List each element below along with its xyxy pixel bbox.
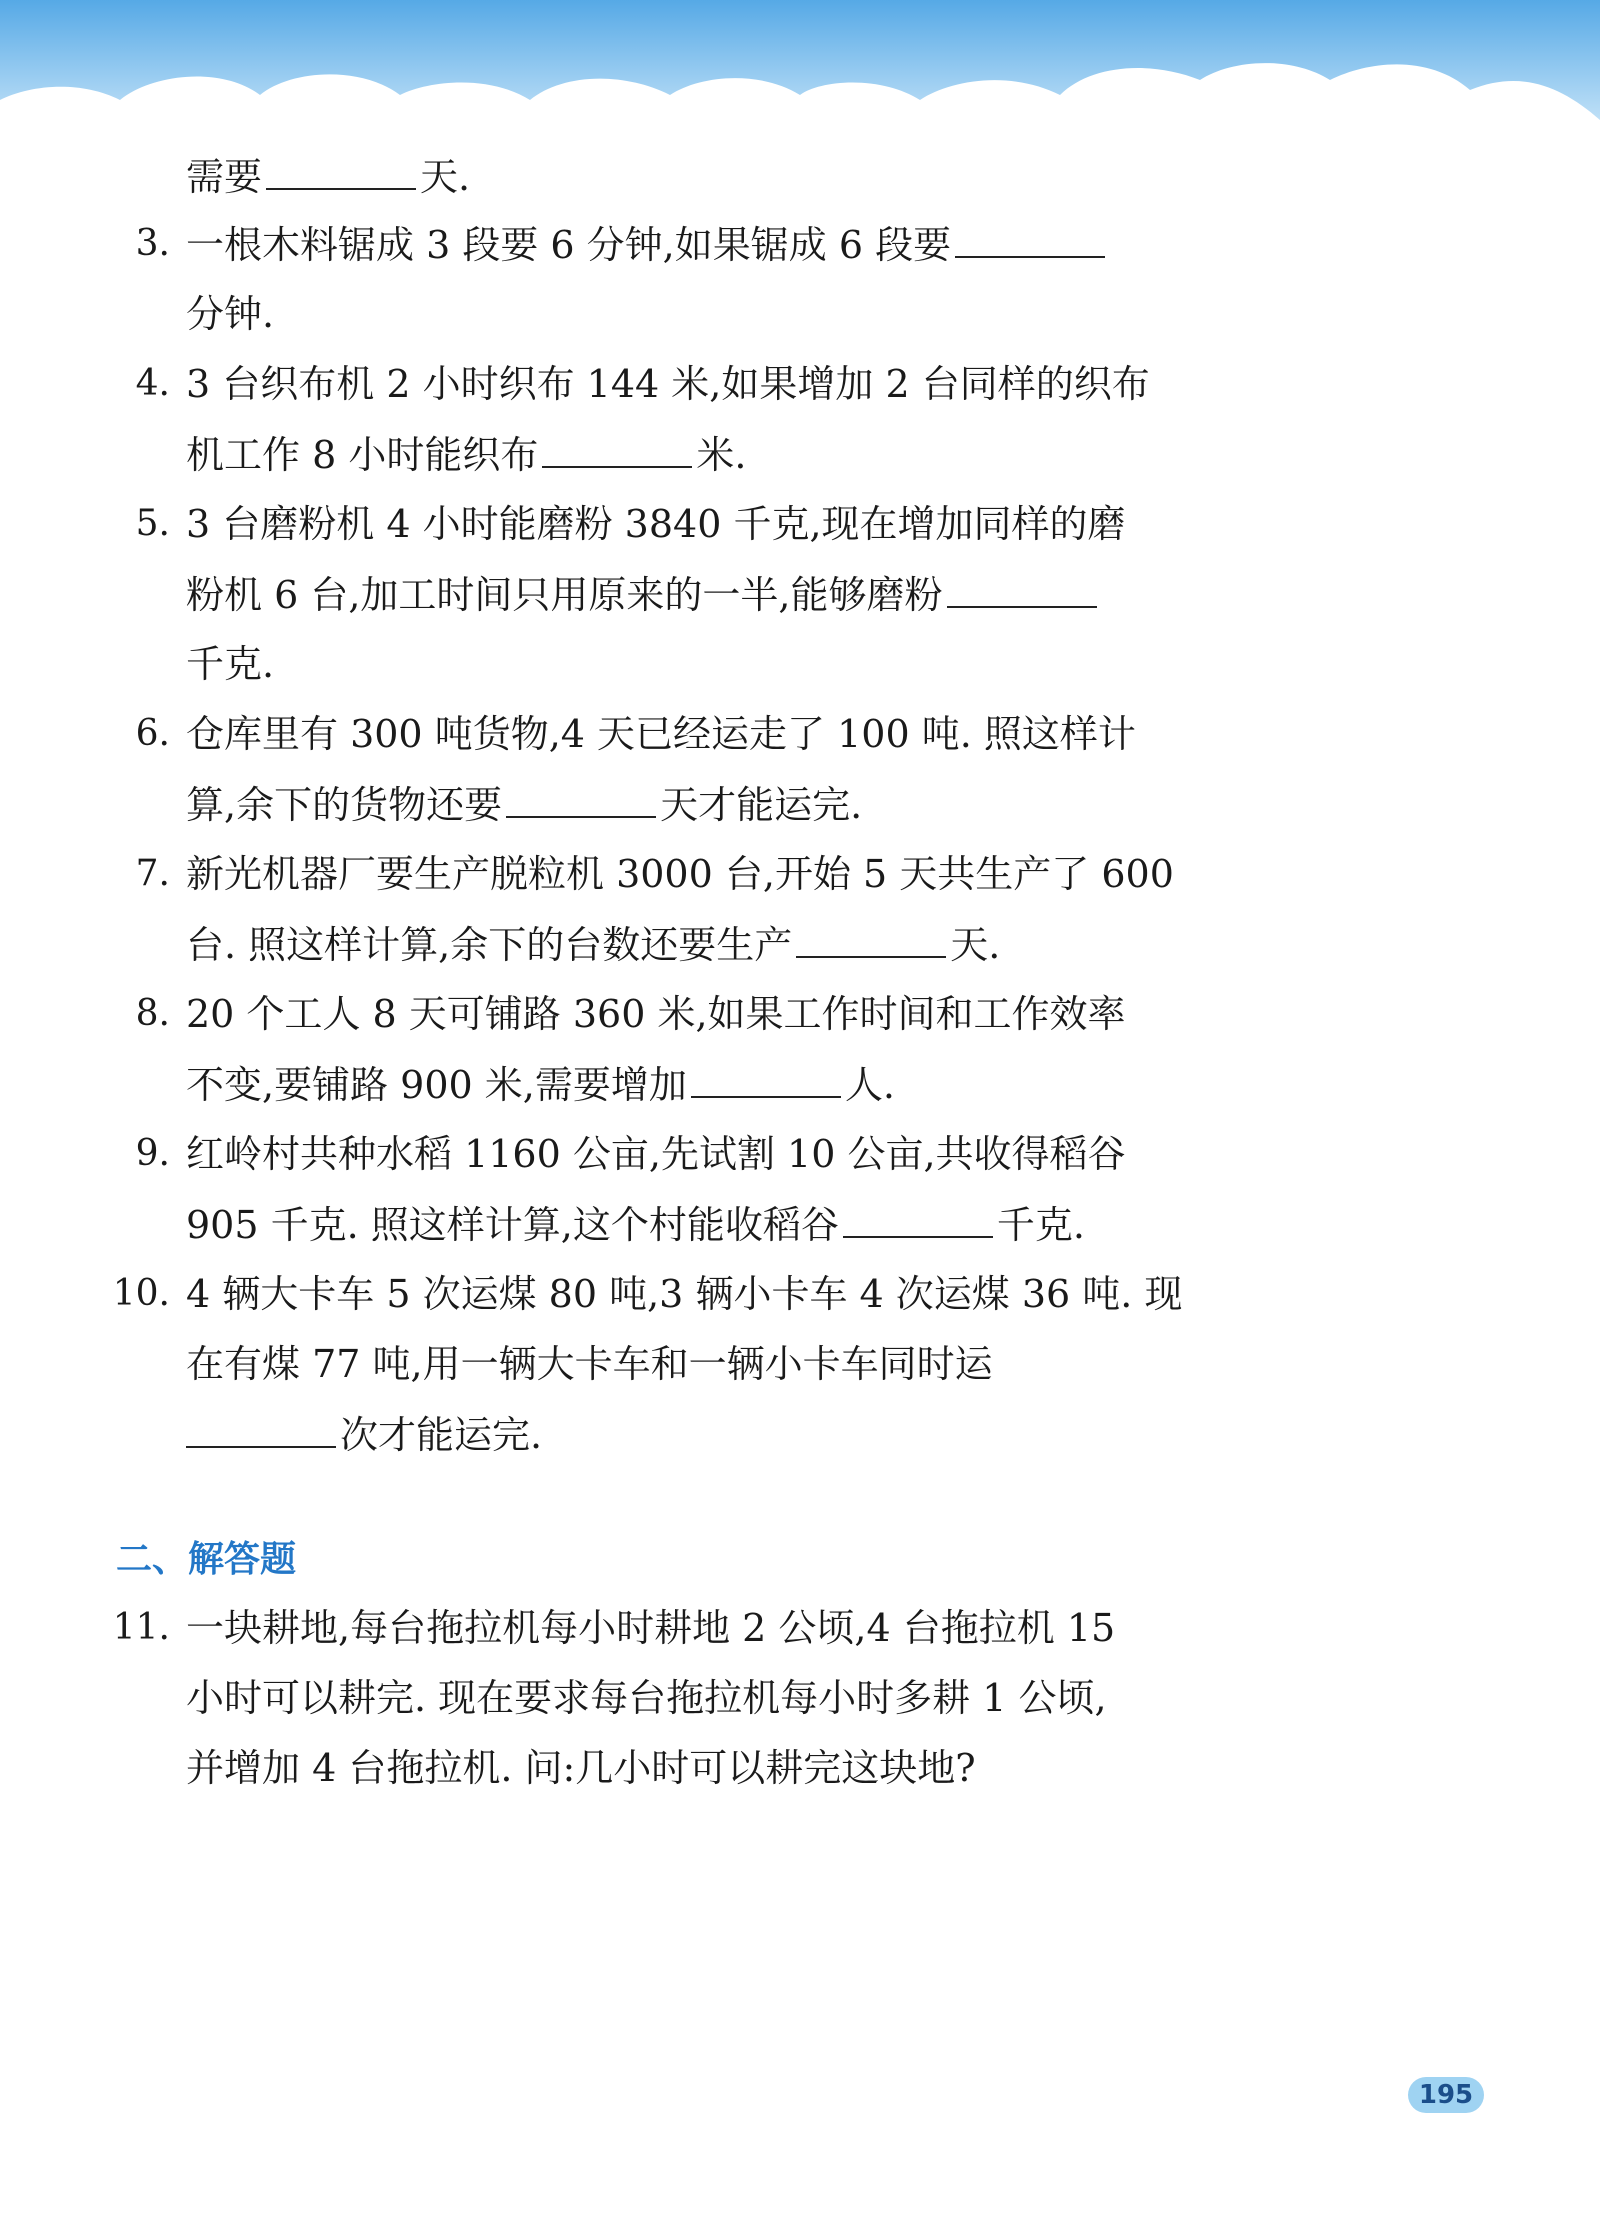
- text-segment: 4 辆大卡车 5 次运煤 80 吨,3 辆小卡车 4 次运煤 36 吨. 现: [186, 1272, 1183, 1316]
- text-segment: 分钟.: [186, 292, 275, 336]
- question-number: 6.: [135, 713, 170, 754]
- text-segment: 台. 照这样计算,余下的台数还要生产: [186, 923, 793, 967]
- text-segment: 千克.: [186, 642, 275, 686]
- question-11-line-1: 一块耕地,每台拖拉机每小时耕地 2 公顷,4 台拖拉机 15: [186, 1606, 1116, 1650]
- answer-blank[interactable]: [186, 1406, 336, 1448]
- question-number: 4.: [135, 363, 170, 404]
- answer-blank[interactable]: [266, 148, 416, 190]
- text-segment: 粉机 6 台,加工时间只用原来的一半,能够磨粉: [186, 573, 943, 617]
- question-3-line-1: [186, 216, 1109, 273]
- text-segment: 新光机器厂要生产脱粒机 3000 台,开始 5 天共生产了 600: [186, 852, 1174, 896]
- question-11-line-3: 并增加 4 台拖拉机. 问:几小时可以耕完这块地?: [186, 1746, 976, 1790]
- sky-cloud-banner: [0, 0, 1600, 140]
- question-number: 3.: [135, 223, 170, 264]
- text-segment: 人.: [844, 1063, 895, 1107]
- page-number-badge: 195: [1408, 2077, 1484, 2113]
- question-10-line-1: [186, 1266, 1182, 1322]
- question-10-line-3: [186, 1406, 542, 1463]
- question-4-line-2: [186, 426, 746, 483]
- question-number: 9.: [135, 1133, 170, 1174]
- question-6-line-1: [186, 706, 1136, 762]
- question-5-line-1: [186, 496, 1126, 552]
- answer-blank[interactable]: [506, 776, 656, 818]
- text-segment: 算,余下的货物还要: [186, 783, 503, 827]
- text-segment: 机工作 8 小时能织布: [186, 433, 539, 477]
- question-10-line-2: [186, 1336, 993, 1392]
- text-segment: 3 台织布机 2 小时织布 144 米,如果增加 2 台同样的织布: [186, 362, 1150, 406]
- text-segment: 905 千克. 照这样计算,这个村能收稻谷: [186, 1203, 839, 1247]
- text-segment: 次才能运完.: [340, 1413, 543, 1457]
- text-segment: 需要: [186, 155, 263, 199]
- question-number: 7.: [135, 853, 170, 894]
- question-11-line-2: 小时可以耕完. 现在要求每台拖拉机每小时多耕 1 公顷,: [186, 1676, 1107, 1720]
- text-segment: 仓库里有 300 吨货物,4 天已经运走了 100 吨. 照这样计: [186, 712, 1136, 756]
- text-segment: 红岭村共种水稻 1160 公亩,先试割 10 公亩,共收得稻谷: [186, 1132, 1126, 1176]
- text-segment: 天才能运完.: [660, 783, 863, 827]
- answer-blank[interactable]: [691, 1056, 841, 1098]
- text-segment: 米.: [696, 433, 747, 477]
- text-segment: 不变,要铺路 900 米,需要增加: [186, 1063, 687, 1107]
- text-segment: 天.: [950, 923, 1001, 967]
- text-segment: 3 台磨粉机 4 小时能磨粉 3840 千克,现在增加同样的磨: [186, 502, 1126, 546]
- text-segment: 千克.: [996, 1203, 1085, 1247]
- text-segment: 在有煤 77 吨,用一辆大卡车和一辆小卡车同时运: [186, 1342, 993, 1386]
- answer-blank[interactable]: [947, 566, 1097, 608]
- answer-blank[interactable]: [542, 426, 692, 468]
- question-8-line-1: [186, 986, 1126, 1042]
- question-number: 11.: [112, 1607, 170, 1648]
- question-9-line-2: [186, 1196, 1085, 1253]
- answer-blank[interactable]: [955, 216, 1105, 258]
- question-5-line-3: [186, 636, 274, 692]
- question-8-line-2: [186, 1056, 895, 1113]
- text-segment: 一根木料锯成 3 段要 6 分钟,如果锯成 6 段要: [186, 223, 952, 267]
- question-number: 8.: [135, 993, 170, 1034]
- text-segment: 天.: [420, 155, 471, 199]
- answer-blank[interactable]: [843, 1196, 993, 1238]
- question-number: 5.: [135, 503, 170, 544]
- question-9-line-1: [186, 1126, 1126, 1182]
- question-7-line-1: [186, 846, 1174, 902]
- question-3-line-2: [186, 286, 274, 342]
- question-4-line-1: [186, 356, 1150, 412]
- text-segment: 20 个工人 8 天可铺路 360 米,如果工作时间和工作效率: [186, 992, 1126, 1036]
- question-number: 10.: [112, 1273, 170, 1314]
- question-5-line-2: [186, 566, 1101, 623]
- section-title: 二、解答题: [116, 1539, 297, 1580]
- question-7-line-2: [186, 916, 1000, 973]
- question-6-line-2: [186, 776, 862, 833]
- carry-over-line: [186, 148, 470, 205]
- answer-blank[interactable]: [796, 916, 946, 958]
